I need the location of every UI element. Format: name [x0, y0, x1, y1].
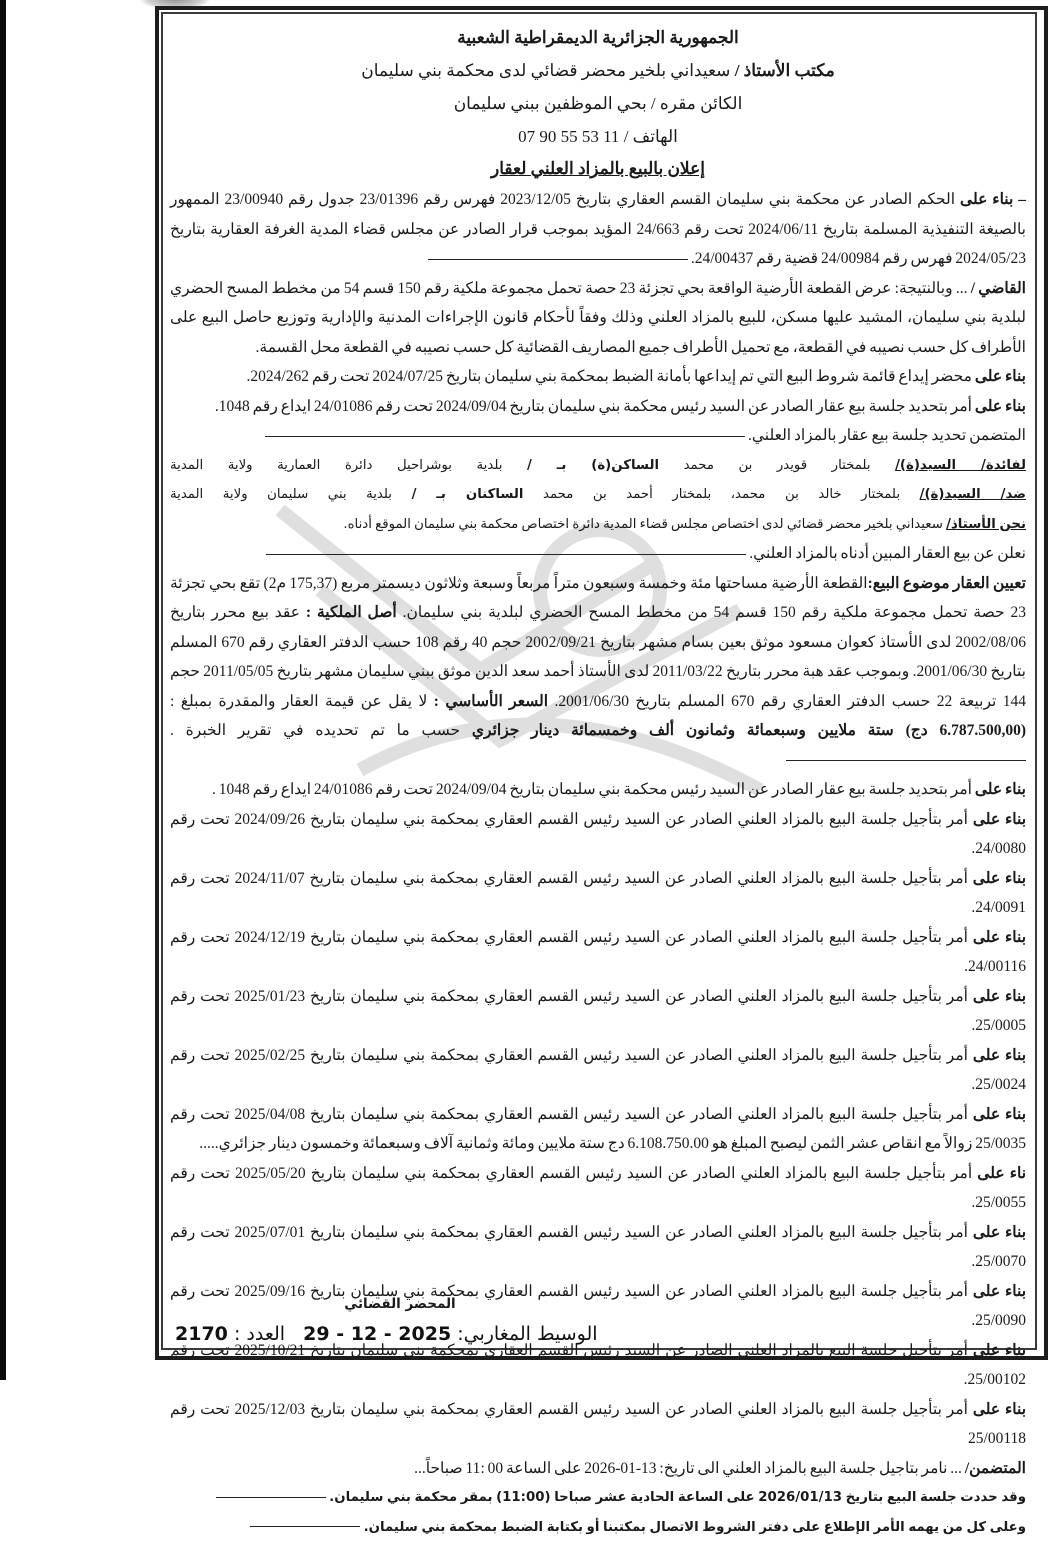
phone-number: 07 90 55 53 11: [518, 127, 619, 146]
based-on-continuation: المتضمن تحديد جلسة بيع عقار بالمزاد العلني.: [748, 427, 1026, 444]
property-lead: تعيين العقار موضوع البيع:: [868, 575, 1026, 592]
fill-rule: [428, 259, 688, 260]
contents-paragraph: [170, 1454, 1026, 1484]
order-text: أمر بتأجيل جلسة البيع بالمزاد العلني الصادر عن السيد رئيس القسم العقاري بمحكمة بني سليمان بتاريخ 2025/02/25 تحت رقم 25/0024.: [170, 1047, 1026, 1094]
beneficiary-names: بلمختار قويدر بن محمد: [684, 458, 871, 473]
order-text: أمر بتأجيل جلسة البيع بالمزاد العلني الصادر عن السيد رئيس القسم العقاري بمحكمة بني سليمان بتاريخ 2025/05/20 تحت رقم 25/0055.: [170, 1165, 1026, 1212]
auction-notice: [170, 22, 1026, 1542]
fill-rule: [786, 760, 1026, 761]
judgment-text: ... وبالنتيجة: عرض القطعة الأرضية الواقعة بحي تجزئة 23 حصة تحمل مجموعة ملكية رقم 150 قسم 54 من مخطط المسح الحضري لبلدية بني سليمان، المشيد عليها مسكن، للبيع بالمزاد العلني وذلك وفقاً لأحكام قانون الإجراءات المدنية والإدارية وتوزيع حاصل البيع على الأطراف كل حسب نصيبه في القطعة، مع تحميل الأطراف جميع المصاريف القضائية كل حسب نصيبه في القطعة محل القسمة.: [170, 280, 1026, 356]
order-lead: بناء على: [973, 1106, 1026, 1123]
defendant-address: بلدية بني سليمان ولاية المدية: [170, 487, 392, 502]
order-lead: بناء على: [973, 1224, 1026, 1241]
bailiff-paragraph: [170, 510, 1026, 540]
defendant-names: بلمختار خالد بن محمد، بلمختار أحمد بن محمد: [543, 487, 900, 502]
order-lead: بناء على: [973, 1342, 1026, 1359]
order-text: أمر بتحديد جلسة بيع عقار الصادر عن السيد رئيس محكمة بني سليمان بتاريخ 2024/09/04 تحت رقم 24/01086 ايداع رقم 1048 .: [212, 781, 972, 798]
bailiff-lead: نحن الأستاذ/: [946, 517, 1026, 532]
based-on-paragraph-2: [170, 392, 1026, 451]
republic-heading: الجمهورية الجزائرية الديمقراطية الشعبية: [170, 22, 1026, 54]
fill-rule: [266, 554, 746, 555]
publication-footer: [175, 1322, 598, 1346]
notice-text: وعلى كل من يهمه الأمر الإطلاع على دفتر الشروط الاتصال بمكتبنا أو بكتابة الضبط بمحكمة بني سليمان.: [364, 1520, 1026, 1535]
judgment-paragraph: [170, 274, 1026, 363]
base-price-lead: السعر الأساسي :: [434, 693, 548, 710]
order-item: [170, 775, 1026, 805]
defendant-resident: الساكنان بـ /: [412, 487, 524, 502]
based-on-text: محضر إيداع قائمة شروط البيع التي تم إيداعها بأمانة الضبط بمحكمة بني سليمان بتاريخ 2024/07/25 تحت رقم 2024/262.: [247, 368, 972, 385]
order-lead: بناء على: [973, 988, 1026, 1005]
order-item: [170, 864, 1026, 923]
publication-name: الوسيط المغاربي:: [457, 1323, 597, 1345]
order-item: [170, 1041, 1026, 1100]
phone-line: [170, 120, 1026, 153]
beneficiary-lead: لفائدة/ السيد(ة)/: [895, 458, 1026, 473]
order-item: [170, 982, 1026, 1041]
order-text: أمر بتأجيل جلسة البيع بالمزاد العلني الصادر عن السيد رئيس القسم العقاري بمحكمة بني سليمان بتاريخ 2024/09/26 تحت رقم 24/0080.: [170, 811, 1026, 858]
order-item: [170, 1100, 1026, 1159]
announce-line: [170, 539, 1026, 569]
intro-paragraph: [170, 185, 1026, 274]
judgment-lead: القاضي /: [971, 280, 1026, 297]
issue-number: 2170: [175, 1323, 228, 1345]
order-item: [170, 923, 1026, 982]
contents-text: ... نامر بتاجيل جلسة البيع بالمزاد العلني الى تاريخ: 13-01-2026 على الساعة 00 :11 صباحاً...: [414, 1460, 962, 1477]
based-on-text: أمر بتحديد جلسة بيع عقار الصادر عن السيد رئيس محكمة بني سليمان بتاريخ 2024/09/04 تحت رقم 24/01086 ايداع رقم 1048.: [215, 398, 972, 415]
issue-label: العدد :: [234, 1323, 285, 1345]
order-text: أمر بتأجيل جلسة البيع بالمزاد العلني الصادر عن السيد رئيس القسم العقاري بمحكمة بني سليمان بتاريخ 2025/10/21 تحت رقم 25/00102.: [170, 1342, 1026, 1389]
session-paragraph: [170, 1483, 1026, 1513]
order-lead: بناء على: [973, 1401, 1026, 1418]
orders-list: [170, 775, 1026, 1454]
order-lead: بناء على: [973, 1283, 1026, 1300]
bailiff-text: سعيداني بلخير محضر قضائي لدى اختصاص مجلس قضاء المدية دائرة اختصاص محكمة بني سليمان الموقع أدناه.: [343, 517, 943, 532]
order-text: أمر بتأجيل جلسة البيع بالمزاد العلني الصادر عن السيد رئيس القسم العقاري بمحكمة بني سليمان بتاريخ 2025/01/23 تحت رقم 25/0005.: [170, 988, 1026, 1035]
intro-lead: – بناء على: [960, 191, 1026, 208]
order-item: [170, 1395, 1026, 1454]
order-text: أمر بتأجيل جلسة البيع بالمزاد العلني الصادر عن السيد رئيس القسم العقاري بمحكمة بني سليمان بتاريخ 2025/09/16 تحت رقم 25/0090.: [170, 1283, 1026, 1330]
beneficiary-address: بلدية بوشراحيل دائرة العمارية ولاية المدية: [170, 458, 502, 473]
order-text: أمر بتأجيل جلسة البيع بالمزاد العلني الصادر عن السيد رئيس القسم العقاري بمحكمة بني سليمان بتاريخ 2025/04/08 تحت رقم 25/0035 زوالاً مع انقاص عشر الثمن ليصبح المبلغ هو 6.108.750.00 دج ستة ملايين ومائة وثمانية آلاف وسبعمائة وخمسون دينار جزائري.....: [170, 1106, 1026, 1153]
intro-text: الحكم الصادر عن محكمة بني سليمان القسم العقاري بتاريخ 2023/12/05 فهرس رقم 23/01396 جدول رقم 23/00940 الممهور بالصيغة التنفيذية المسلمة بتاريخ 2024/06/11 تحت رقم 24/663 المؤيد بموجب قرار الصادر عن مجلس قضاء المدية الغرفة العقارية بتاريخ 2024/05/23 فهرس رقم 24/00984 قضية رقم 24/00437.: [170, 191, 1026, 267]
ownership-text: عقد بيع محرر بتاريخ 2002/08/06 لدى الأستاذ كعوان مسعود موثق بعين بسام مشهر بتاريخ 2002/09/21 حجم 40 رقم 108 حسب الدفتر العقاري رقم 670 المسلم بتاريخ 2001/06/30. وبموجب عقد هبة محرر بتاريخ 2011/03/22 لدى الأستاذ أحمد سعد الدين موثق ببني سليمان مشهر بتاريخ 2011/05/05 حجم 144 تربيعة 22 حسب الدفتر العقاري رقم 670 المسلم بتاريخ 2001/06/30.: [170, 604, 1026, 710]
order-lead: بناء على: [973, 1047, 1026, 1064]
based-on-lead: بناء على: [975, 368, 1026, 385]
order-text: أمر بتأجيل جلسة البيع بالمزاد العلني الصادر عن السيد رئيس القسم العقاري بمحكمة بني سليمان بتاريخ 2025/12/03 تحت رقم 25/00118: [170, 1401, 1026, 1448]
order-text: أمر بتأجيل جلسة البيع بالمزاد العلني الصادر عن السيد رئيس القسم العقاري بمحكمة بني سليمان بتاريخ 2024/12/19 تحت رقم 24/00116.: [170, 929, 1026, 976]
announce-text: نعلن عن بيع العقار المبين أدناه بالمزاد العلني.: [749, 545, 1026, 562]
office-label: مكتب الأستاذ /: [735, 61, 835, 80]
fill-rule: [250, 1526, 360, 1527]
order-lead: بناء على: [973, 811, 1026, 828]
property-paragraph: [170, 569, 1026, 776]
phone-label: الهاتف /: [624, 127, 678, 146]
base-price-text: لا يقل عن قيمة العقار والمقدرة بمبلغ :: [170, 693, 427, 710]
ownership-lead: أصل الملكية :: [306, 604, 397, 621]
office-line: [170, 54, 1026, 87]
order-lead: بناء على: [973, 929, 1026, 946]
contents-lead: المتضمن/: [965, 1460, 1026, 1477]
office-address: الكائن مقره / بحي الموظفين ببني سليمان: [170, 87, 1026, 120]
order-text: أمر بتأجيل جلسة البيع بالمزاد العلني الصادر عن السيد رئيس القسم العقاري بمحكمة بني سليمان بتاريخ 2025/07/01 تحت رقم 25/0070.: [170, 1224, 1026, 1271]
session-text: وقد حددت جلسة البيع بتاريخ 2026/01/13 على الساعة الحادية عشر صباحا (11:00) بمقر محكمة بني سليمان.: [329, 1490, 1026, 1505]
order-item: [170, 1218, 1026, 1277]
fill-rule: [216, 1497, 326, 1498]
based-on-lead: بناء على: [975, 398, 1026, 415]
defendant-line: [170, 480, 1026, 510]
based-on-paragraph-1: [170, 362, 1026, 392]
order-lead: بناء على: [975, 781, 1026, 798]
publication-date: 29 - 12 - 2025: [303, 1323, 451, 1345]
order-item: [170, 805, 1026, 864]
property-text: القطعة الأرضية مساحتها مئة وخمسة وسبعون متراً مربعاً وسبعة وثلاثون ديسمتر مربع (175,37 م2) تقع بحي تجزئة 23 حصة تحمل مجموعة ملكية رقم 150 قسم 54 من مخطط المسح الحضري لبلدية بني سليمان.: [170, 575, 1026, 622]
fill-rule: [265, 436, 745, 437]
order-item: [170, 1159, 1026, 1218]
base-price-value: (6.787.500,00 دج) ستة ملايين وسبعمائة وثمانون ألف وخمسمائة دينار جزائري: [472, 722, 1026, 739]
order-lead: بناء على: [973, 870, 1026, 887]
notice-paragraph: [170, 1513, 1026, 1542]
defendant-lead: ضد/ السيد(ة)/: [920, 487, 1026, 502]
beneficiary-resident: الساكن(ة) بـ /: [527, 458, 659, 473]
order-text: أمر بتأجيل جلسة البيع بالمزاد العلني الصادر عن السيد رئيس القسم العقاري بمحكمة بني سليمان بتاريخ 2024/11/07 تحت رقم 24/0091.: [170, 870, 1026, 917]
bailiff-signature-label: المحضر القضائي: [300, 1294, 500, 1314]
office-name: سعيداني بلخير محضر قضائي لدى محكمة بني سليمان: [361, 61, 730, 80]
notice-title: إعلان بالبيع بالمزاد العلني لعقار: [170, 153, 1026, 185]
scan-edge: [0, 0, 6, 1380]
base-price-tail: حسب ما تم تحديده في تقرير الخبرة .: [170, 722, 460, 739]
order-lead: ناء على: [977, 1165, 1026, 1182]
beneficiary-line: [170, 451, 1026, 481]
